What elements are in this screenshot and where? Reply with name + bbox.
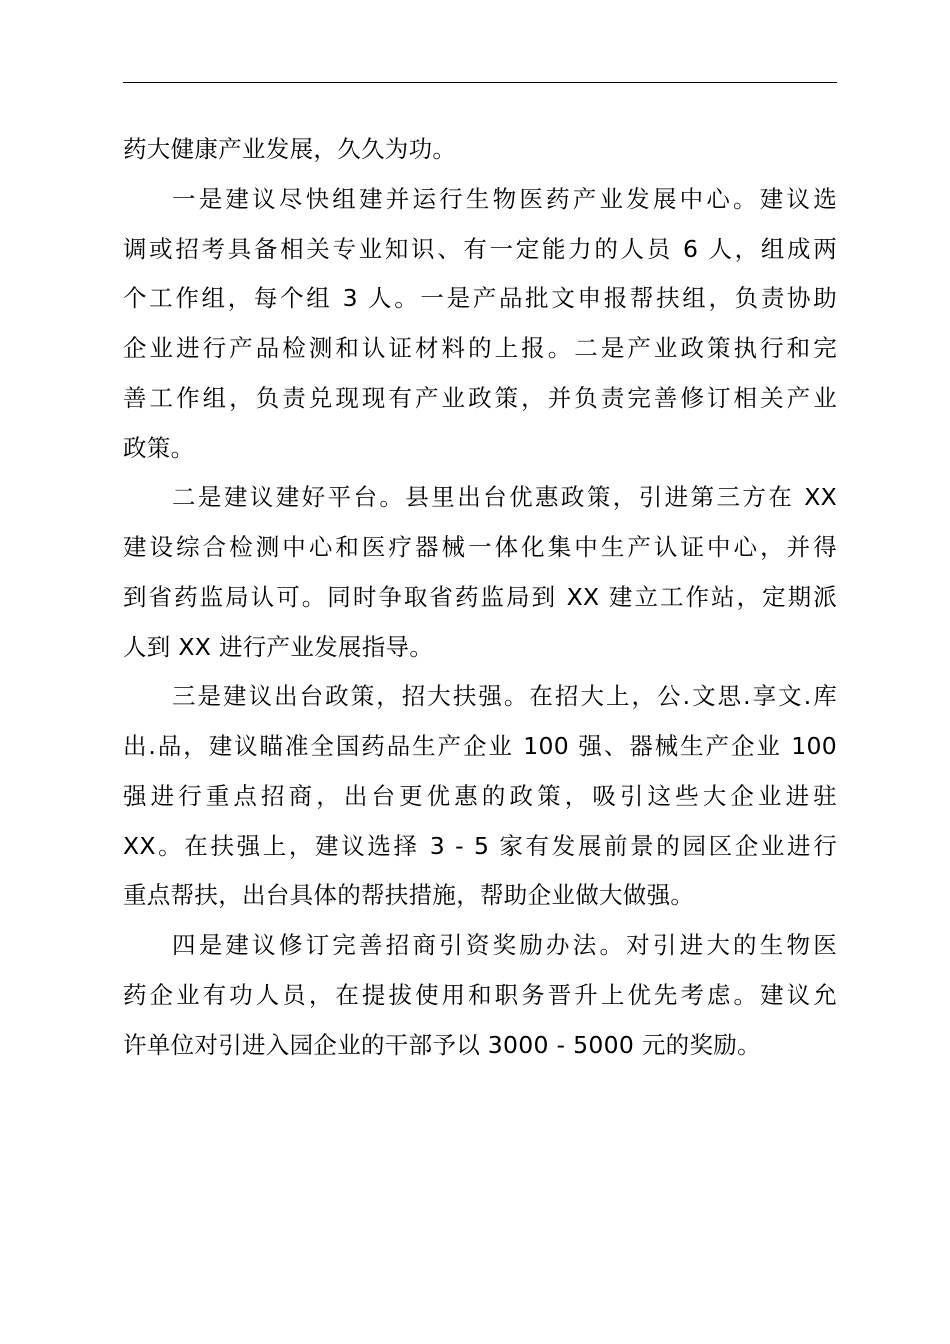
text-line: 善工作组，负责兑现现有产业政策，并负责完善修订相关产业 — [123, 383, 837, 412]
text-line: 三是建议出台政策，招大扶强。在招大上，公.文思.享文.库 — [172, 682, 837, 711]
text-line: 出.品，建议瞄准全国药品生产企业 100 强、器械生产企业 100 — [123, 732, 837, 760]
text-line: 到省药监局认可。同时争取省药监局到 XX 建立工作站，定期派 — [123, 582, 837, 611]
text-line: 调或招考具备相关专业知识、有一定能力的人员 6 人，组成两 — [123, 234, 837, 263]
text-line: 个工作组，每个组 3 人。一是产品批文申报帮扶组，负责协助 — [123, 284, 837, 313]
text-line: 政策。 — [123, 433, 195, 462]
text-line: XX。在扶强上，建议选择 3 - 5 家有发展前景的园区企业进行 — [123, 831, 837, 860]
header-rule — [123, 82, 837, 83]
text-line: 四是建议修订完善招商引资奖励办法。对引进大的生物医 — [172, 931, 837, 959]
text-line: 药企业有功人员，在提拔使用和职务晋升上优先考虑。建议允 — [123, 980, 837, 1009]
text-line: 一是建议尽快组建并运行生物医药产业发展中心。建议选 — [172, 184, 837, 213]
text-line: 许单位对引进入园企业的干部予以 3000 - 5000 元的奖励。 — [123, 1030, 761, 1059]
text-line: 药大健康产业发展，久久为功。 — [123, 135, 457, 163]
text-line: 重点帮扶，出台具体的帮扶措施，帮助企业做大做强。 — [123, 881, 695, 910]
body-text — [123, 125, 837, 1070]
text-line: 强进行重点招商，出台更优惠的政策，吸引这些大企业进驻 — [123, 781, 837, 810]
text-line: 企业进行产品检测和认证材料的上报。二是产业政策执行和完 — [123, 334, 837, 362]
text-line: 二是建议建好平台。县里出台优惠政策，引进第三方在 XX — [172, 483, 837, 512]
text-line: 建设综合检测中心和医疗器械一体化集中生产认证中心，并得 — [123, 533, 837, 561]
text-line: 人到 XX 进行产业发展指导。 — [123, 632, 434, 661]
